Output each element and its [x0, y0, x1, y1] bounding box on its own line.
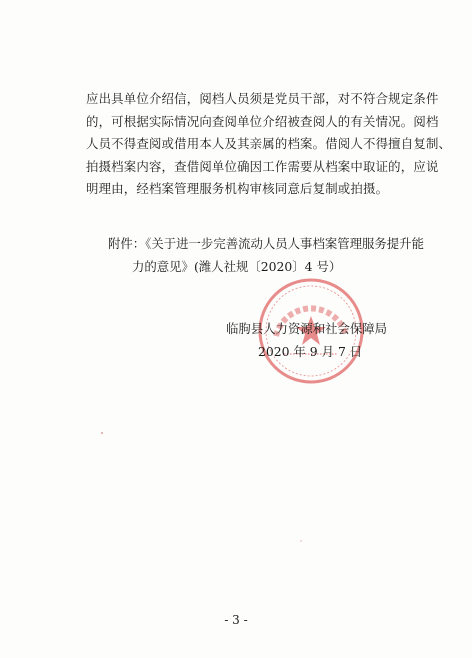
- scan-speck: [101, 432, 103, 434]
- attachment-note: [108, 233, 424, 278]
- attachment-line: 力的意见》(潍人社规〔2020〕4 号）: [132, 258, 342, 274]
- paragraph-line: 应出具单位介绍信，阅档人员须是党员干部，对不符合规定条件: [86, 91, 439, 106]
- page-number: - 3 -: [224, 613, 248, 627]
- attachment-line: 附件：《关于进一步完善流动人员人事档案管理服务提升能: [108, 236, 424, 251]
- paragraph-line: 人员不得查阅或借用本人及其亲属的档案。借阅人不得擅自复制、: [86, 136, 452, 151]
- issue-date: 2020 年 9 月 7 日: [258, 343, 363, 359]
- body-paragraph: [86, 88, 452, 201]
- paragraph-line: 的，可根据实际情况向查阅单位介绍被查阅人的有关情况。阅档: [86, 113, 439, 129]
- scan-speck: [300, 540, 302, 542]
- issuing-organization: 临朐县人力资源和社会保障局: [226, 321, 388, 336]
- paragraph-line: 明理由，经档案管理服务机构审核同意后复制或拍摄。: [86, 181, 389, 196]
- paragraph-line: 拍摄档案内容，查借阅单位确因工作需要从档案中取证的，应说: [86, 158, 439, 174]
- signoff-block: [226, 318, 416, 363]
